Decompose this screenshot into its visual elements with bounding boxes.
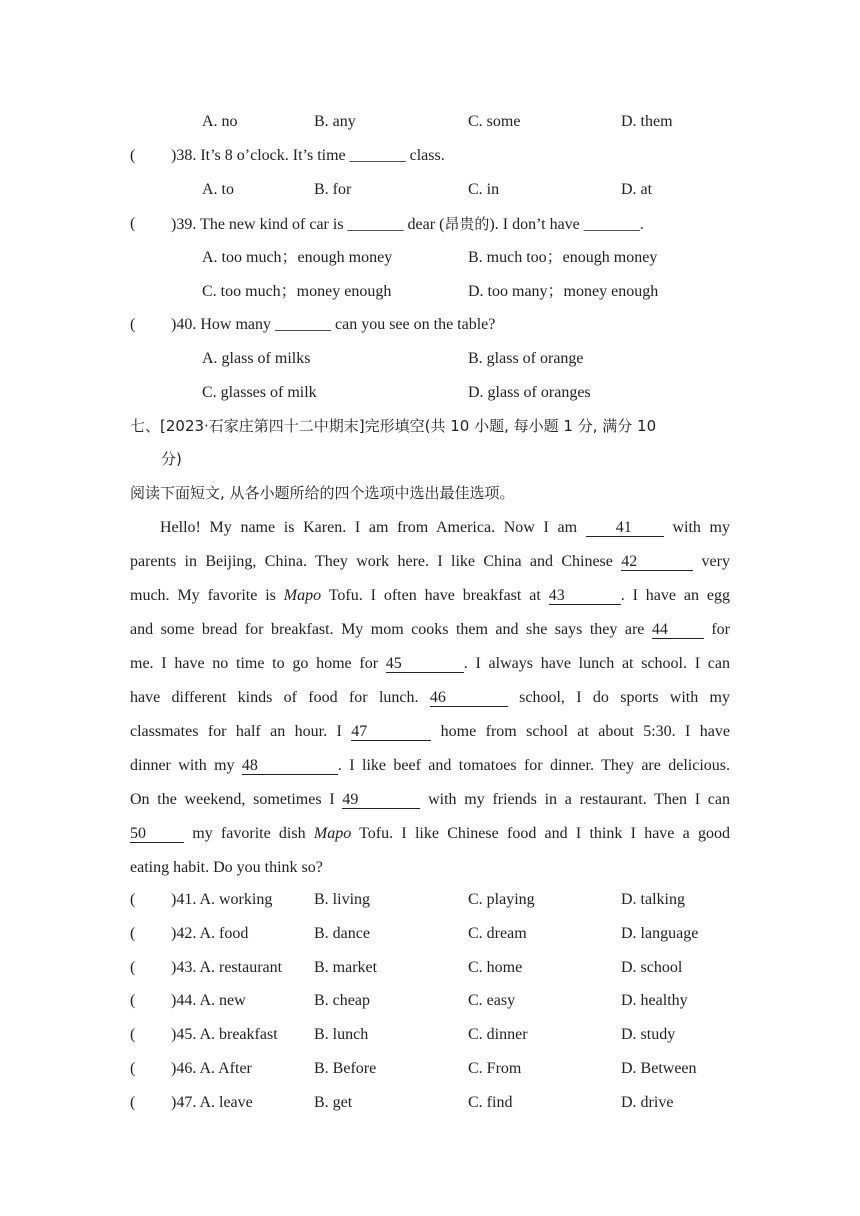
- answer-paren: (: [130, 1026, 136, 1043]
- q40-option-c: C. glasses of milk: [202, 384, 317, 401]
- q37-option-a: A. no: [202, 113, 238, 130]
- blank-48: 48: [242, 757, 338, 775]
- answer-paren: (: [130, 1094, 136, 1111]
- blank-44: 44: [652, 621, 704, 639]
- q39-stem: )39. The new kind of car is _______ dear (昂贵的). I don’t have _______.: [171, 215, 644, 233]
- section-heading-cont: 分): [161, 450, 182, 468]
- passage-line: dinner with my 48 . I like beef and tomatoes for dinner. They are delicious.: [130, 757, 731, 774]
- section-instruction: 阅读下面短文, 从各小题所给的四个选项中选出最佳选项。: [130, 484, 515, 502]
- question-option-d: D. Between: [621, 1060, 697, 1077]
- q38-stem: )38. It’s 8 o’clock. It’s time _______ class.: [171, 147, 445, 164]
- passage-line: and some bread for breakfast. My mom cooks them and she says they are 44 for: [130, 621, 731, 638]
- q38-option-b: B. for: [314, 181, 352, 198]
- blank-45: 45: [386, 655, 464, 673]
- blank-49: 49: [342, 791, 420, 809]
- passage-line: parents in Beijing, China. They work here. I like China and Chinese 42 very: [130, 553, 730, 570]
- answer-paren: (: [130, 959, 136, 976]
- q39-option-b: B. much too；enough money: [468, 249, 658, 266]
- section-heading: 七、[2023·石家庄第四十二中期末]完形填空(共 10 小题, 每小题 1 分, 满分 10: [130, 417, 657, 435]
- question-option-d: D. drive: [621, 1094, 674, 1111]
- question-option-c: C. easy: [468, 992, 516, 1009]
- question-option-b: B. cheap: [314, 992, 370, 1009]
- q40-option-a: A. glass of milks: [202, 350, 311, 367]
- answer-paren: (: [130, 992, 136, 1009]
- question-option-a: )43. A. restaurant: [171, 959, 283, 976]
- blank-47: 47: [351, 723, 431, 741]
- question-option-a: )46. A. After: [171, 1060, 252, 1077]
- question-option-d: D. healthy: [621, 992, 688, 1009]
- q40-stem: )40. How many _______ can you see on the table?: [171, 316, 496, 333]
- answer-paren: (: [130, 925, 136, 942]
- blank-42: 42: [621, 553, 693, 571]
- answer-paren: (: [130, 891, 136, 908]
- passage-line: eating habit. Do you think so?: [130, 859, 323, 876]
- question-option-a: )44. A. new: [171, 992, 246, 1009]
- q38-answer-paren: (: [130, 147, 136, 164]
- q37-option-c: C. some: [468, 113, 521, 130]
- cloze-passage: [130, 511, 730, 885]
- q40-answer-paren: (: [130, 316, 136, 333]
- blank-50: 50: [130, 825, 184, 843]
- question-option-d: D. school: [621, 959, 683, 976]
- question-option-c: C. From: [468, 1060, 522, 1077]
- blank-43: 43: [549, 587, 621, 605]
- question-option-b: B. get: [314, 1094, 353, 1111]
- q40-option-b: B. glass of orange: [468, 350, 584, 367]
- blank-41: 41: [586, 519, 664, 537]
- question-option-c: C. home: [468, 959, 523, 976]
- q39-option-d: D. too many；money enough: [468, 283, 659, 300]
- passage-line: much. My favorite is Mapo Tofu. I often have breakfast at 43 . I have an egg: [130, 587, 731, 604]
- question-option-c: C. dinner: [468, 1026, 528, 1043]
- passage-line: classmates for half an hour. I 47 home from school at about 5:30. I have: [130, 723, 730, 740]
- question-option-c: C. playing: [468, 891, 535, 908]
- q39-option-a: A. too much；enough money: [202, 249, 393, 266]
- question-option-b: B. living: [314, 891, 371, 908]
- q38-option-a: A. to: [202, 181, 234, 198]
- answer-paren: (: [130, 1060, 136, 1077]
- question-option-b: B. market: [314, 959, 378, 976]
- question-option-a: )47. A. leave: [171, 1094, 253, 1111]
- question-option-b: B. lunch: [314, 1026, 369, 1043]
- q39-answer-paren: (: [130, 215, 136, 232]
- question-option-b: B. Before: [314, 1060, 377, 1077]
- q40-option-d: D. glass of oranges: [468, 384, 591, 401]
- passage-line: On the weekend, sometimes I 49 with my friends in a restaurant. Then I can: [130, 791, 730, 808]
- question-option-a: )41. A. working: [171, 891, 273, 908]
- passage-line: have different kinds of food for lunch. 46 school, I do sports with my: [130, 689, 730, 706]
- q37-option-b: B. any: [314, 113, 356, 130]
- q37-option-d: D. them: [621, 113, 673, 130]
- question-option-c: C. dream: [468, 925, 527, 942]
- question-option-a: )42. A. food: [171, 925, 249, 942]
- q38-option-d: D. at: [621, 181, 653, 198]
- question-option-b: B. dance: [314, 925, 370, 942]
- passage-line: 50 my favorite dish Mapo Tofu. I like Chinese food and I think I have a good: [130, 825, 730, 842]
- question-option-d: D. language: [621, 925, 699, 942]
- blank-46: 46: [430, 689, 508, 707]
- passage-line: me. I have no time to go home for 45 . I always have lunch at school. I can: [130, 655, 730, 672]
- question-option-a: )45. A. breakfast: [171, 1026, 278, 1043]
- question-option-d: D. talking: [621, 891, 685, 908]
- passage-line: Hello! My name is Karen. I am from America. Now I am 41 with my: [160, 519, 731, 536]
- q38-option-c: C. in: [468, 181, 500, 198]
- question-option-d: D. study: [621, 1026, 676, 1043]
- q39-option-c: C. too much；money enough: [202, 283, 392, 300]
- question-option-c: C. find: [468, 1094, 513, 1111]
